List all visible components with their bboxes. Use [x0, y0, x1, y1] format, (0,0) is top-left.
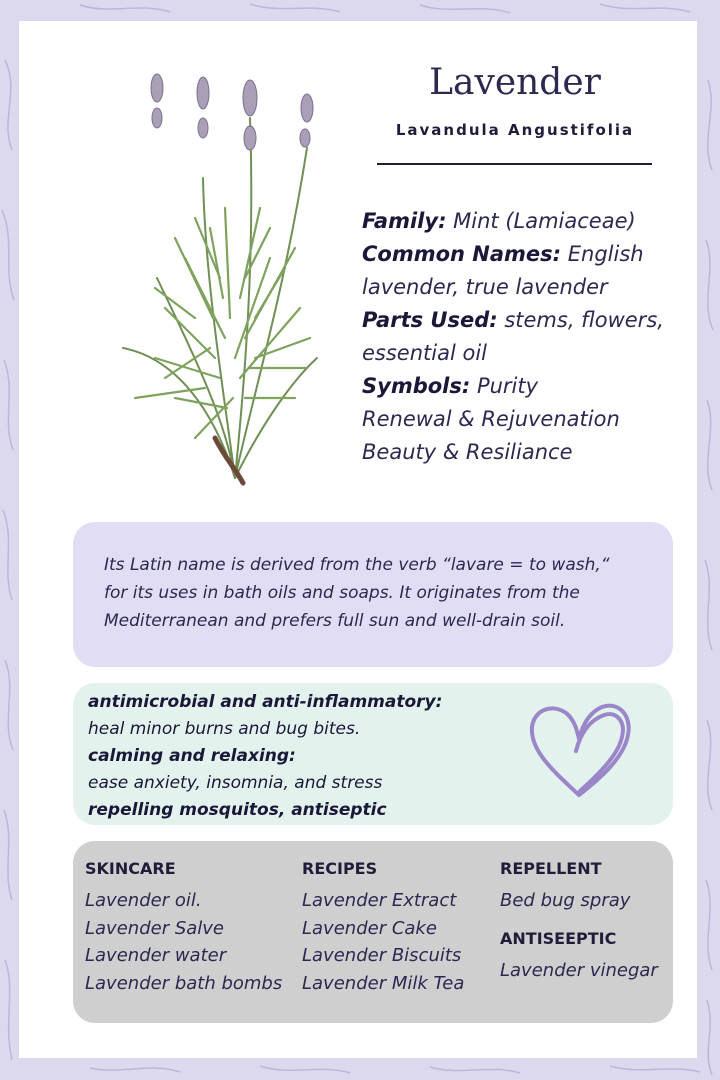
repellent-heading: REPELLENT [500, 859, 602, 878]
page-title: Lavender [429, 62, 601, 103]
benefit-text-1: heal minor burns and bug bites. [88, 719, 361, 739]
intro-text [104, 551, 664, 635]
skincare-item: Lavender oil. [85, 890, 202, 911]
repellent-column [500, 857, 672, 984]
intro-line-2: for its uses in bath oils and soaps. It originates from the [104, 583, 580, 603]
common-names-line [362, 238, 682, 271]
benefit-heading-1: antimicrobial and anti-inflammatory: [88, 692, 443, 712]
family-label: Family: [362, 209, 447, 233]
benefits-list [88, 689, 528, 824]
recipes-column [302, 857, 497, 997]
skincare-heading: SKINCARE [85, 859, 176, 878]
family-value: Mint (Lamiaceae) [446, 209, 636, 233]
antiseptic-heading: ANTISEEPTIC [500, 928, 617, 948]
family-line [362, 205, 682, 238]
repellent-item: Bed bug spray [500, 890, 631, 911]
parts-used-label: Parts Used: [362, 308, 498, 332]
symbols-line [362, 370, 682, 403]
symbols-line-2: Renewal & Rejuvenation [362, 407, 620, 431]
intro-line-3: Mediterranean and prefers full sun and well-drain soil. [104, 611, 566, 631]
skincare-item: Lavender Salve [85, 917, 224, 939]
recipe-item: Lavender Cake [302, 917, 437, 939]
recipes-heading: RECIPES [302, 859, 378, 878]
skincare-item: Lavender bath bombs [85, 972, 283, 994]
intro-line-1: Its Latin name is derived from the verb “lavare = to wash,“ [104, 555, 610, 575]
parts-used-line [362, 304, 682, 337]
antiseptic-item: Lavender vinegar [500, 959, 658, 981]
benefit-heading-3: repelling mosquitos, antiseptic [88, 800, 387, 820]
benefit-text-2: ease anxiety, insomnia, and stress [88, 773, 383, 793]
common-names-line-2: lavender, true lavender [362, 275, 608, 299]
common-names-value: English [561, 242, 644, 266]
recipe-item: Lavender Biscuits [302, 945, 462, 966]
symbols-value: Purity [470, 374, 539, 398]
parts-used-line-2: essential oil [362, 341, 487, 365]
skincare-item: Lavender water [85, 945, 227, 966]
plant-facts [362, 205, 682, 469]
skincare-column [85, 857, 300, 997]
parts-used-value: stems, flowers, [497, 308, 664, 332]
heart-icon [522, 695, 637, 810]
recipe-item: Lavender Extract [302, 890, 457, 911]
symbols-line-3: Beauty & Resiliance [362, 440, 573, 464]
lavender-plant-illustration [95, 58, 325, 498]
benefit-heading-2: calming and relaxing: [88, 746, 296, 766]
title-divider [377, 163, 652, 165]
recipe-item: Lavender Milk Tea [302, 972, 465, 994]
symbols-label: Symbols: [362, 374, 471, 398]
common-names-label: Common Names: [362, 242, 562, 266]
scientific-name: Lavandula Angustifolia [395, 121, 635, 139]
